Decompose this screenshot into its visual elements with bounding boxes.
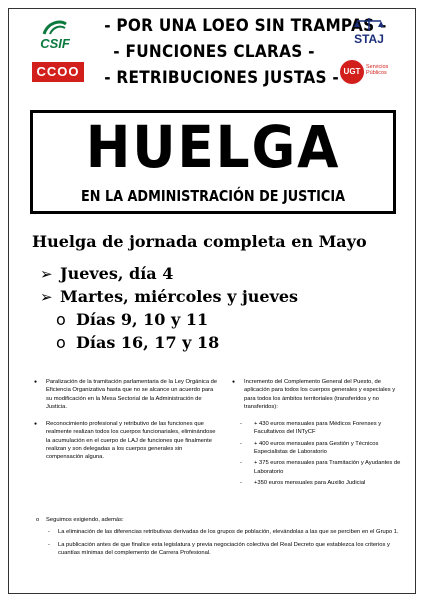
csif-swoosh-icon: [42, 18, 68, 36]
salary-item: - + 375 euros mensuales para Tramitación y Ayudantes de Laboratorio: [240, 460, 401, 475]
demand-item: ● Paralización de la tramitación parlamentaria de la Ley Orgánica de Eficiencia Organizativa hasta que no se alcance un acuerdo para su modificación en la Mesa Sectorial de la Administración de Justicia.: [32, 378, 218, 411]
strike-day-4: [56, 333, 219, 352]
staj-scales-icon: [349, 18, 389, 32]
slogan-line-2: - FUNCIONES CLARAS -: [113, 42, 315, 62]
additional-demands-heading: o Seguimos exigiendo, además:: [36, 517, 124, 523]
additional-demand-item: - La eliminación de las diferencias retributivas derivadas de los grupos de población, elevándolas a las que se perciben en el Grupo 1.: [48, 529, 399, 536]
additional-demands: [36, 516, 400, 561]
staj-logo: [349, 18, 389, 50]
arrow-bullet-icon: ➢: [40, 288, 53, 306]
ccoo-logo: CCOO: [32, 62, 84, 82]
slogan-line-3: - RETRIBUCIONES JUSTAS -: [104, 68, 340, 88]
csif-logo: [32, 18, 78, 52]
salary-item: - +350 euros mensuales para Auxilio Judicial: [240, 479, 366, 486]
strike-day-1-text: Jueves, día 4: [60, 264, 174, 283]
headline-box: [30, 110, 396, 214]
csif-logo-text: CSIF: [40, 36, 70, 51]
demand-item: ● Reconocimiento profesional y retributivo de las funciones que realmente realizan todos los cuerpos funcionariales, eliminándose la acumulación en el cuerpo de LAJ de funciones que finalmente realizan y son delegadas a los cuerpos generales sin compensación alguna.: [32, 420, 218, 461]
slogan-line-1: - POR UNA LOEO SIN TRAMPAS -: [104, 16, 387, 36]
strike-type-heading: Huelga de jornada completa en Mayo: [32, 232, 367, 251]
arrow-bullet-icon: ➢: [40, 265, 53, 283]
strike-day-3-text: Días 9, 10 y 11: [76, 310, 209, 329]
circle-bullet-icon: o: [56, 310, 66, 329]
demands-right-column: [230, 378, 406, 490]
headline-subtitle: EN LA ADMINISTRACIÓN DE JUSTICIA: [80, 187, 346, 205]
additional-demand-item: - La publicación antes de que finalice esta legislatura y previa negociación colectiva del Real Decreto que establezca los criterios y cuantías mínimas del complemento de Carrera Profesional.: [48, 541, 390, 556]
strike-day-4-text: Días 16, 17 y 18: [76, 333, 220, 352]
salary-item: - + 430 euros mensuales para Médicos Forenses y Facultativos del INTyCF: [240, 421, 382, 436]
strike-day-2: [40, 287, 298, 306]
salary-item: - + 400 euros mensuales para Gestión y Técnicos Especialistas de Laboratorio: [240, 440, 379, 456]
ugt-logo: [340, 60, 398, 90]
strike-day-1: [40, 264, 173, 283]
strike-day-3: [56, 310, 208, 329]
staj-logo-text: STAJ: [354, 32, 384, 46]
ugt-logo-text: UGT: [340, 60, 364, 84]
circle-bullet-icon: o: [56, 333, 66, 352]
ugt-subtitle: Servicios Públicos: [366, 64, 389, 76]
headline: HUELGA: [85, 113, 341, 181]
demands-left-column: [32, 378, 218, 471]
demand-item: ● Incremento del Complemento General del Puesto, de aplicación para todos los cuerpos generales y especiales y para todos los ámbitos territoriales (transferidos y no transferidos):: [230, 378, 406, 411]
strike-day-2-text: Martes, miércoles y jueves: [60, 287, 299, 306]
